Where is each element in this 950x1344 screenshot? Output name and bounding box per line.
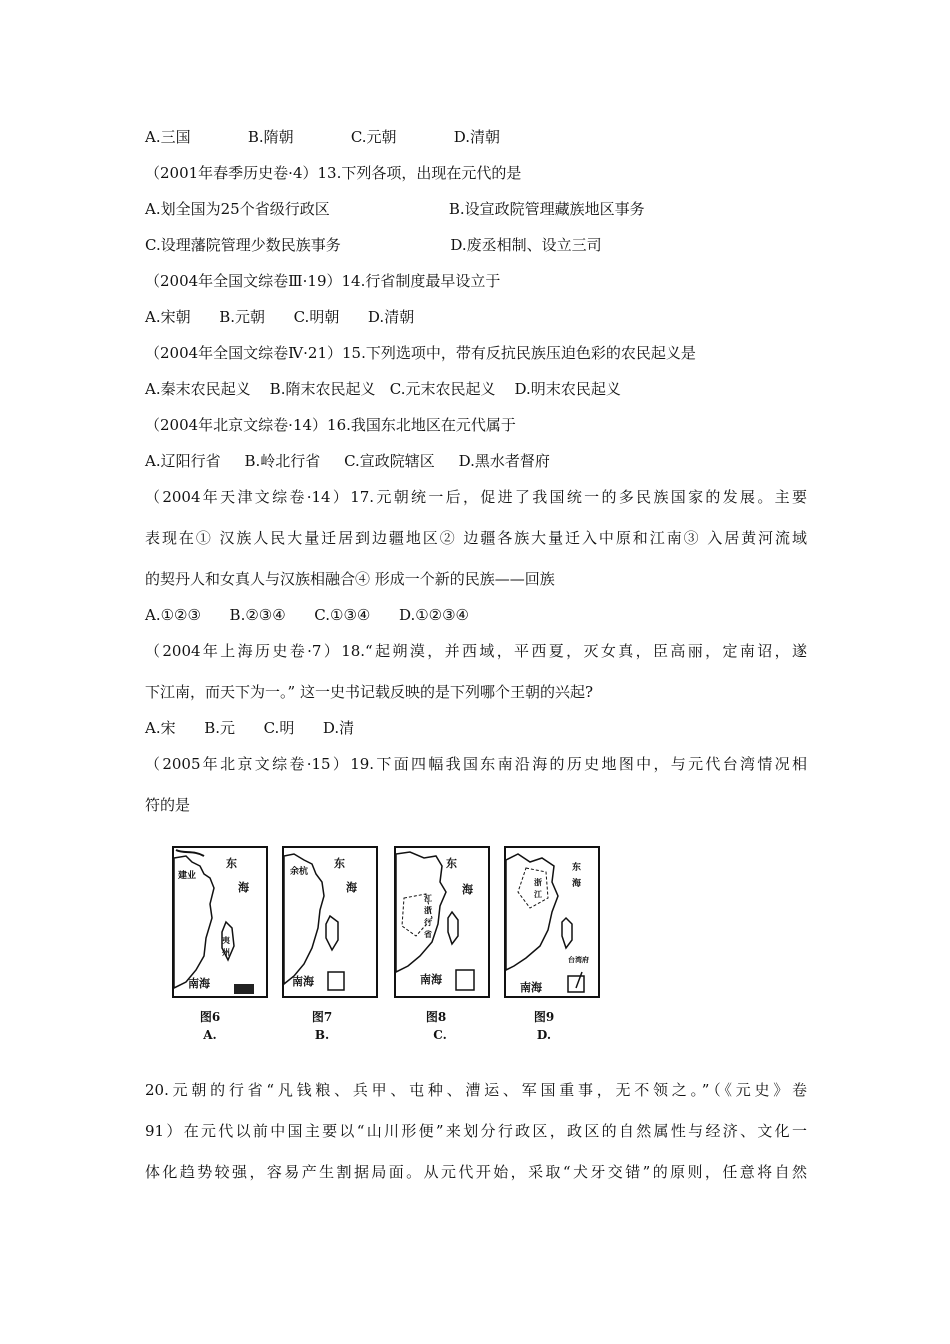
coastline-map-icon <box>396 848 488 996</box>
sea-label-east: 海 <box>238 881 249 894</box>
sea-label-east: 东 <box>446 857 457 870</box>
q16-stem: （2004年北京文综卷·14）16.我国东北地区在元代属于 <box>145 416 516 434</box>
q18-options: A.宋 B.元 C.明 D.清 <box>145 719 355 737</box>
q17-stem-line3: 的契丹人和女真人与汉族相融合④ 形成一个新的民族——回族 <box>145 570 555 588</box>
map-figure-8 <box>394 846 490 998</box>
figure-caption: 图9 <box>533 1010 555 1024</box>
option-label: C. <box>433 1028 447 1042</box>
sea-label-east: 海 <box>346 881 357 894</box>
q15-options: A.秦末农民起义 B.隋末农民起义 C.元末农民起义 D.明末农民起义 <box>145 380 621 398</box>
map-figure-9 <box>504 846 600 998</box>
island-label: 夷州 <box>222 935 230 957</box>
sea-label-south: 南海 <box>188 977 210 990</box>
q18-stem-line2: 下江南，而天下为一。” 这一史书记载反映的是下列哪个王朝的兴起? <box>145 683 593 701</box>
q17-options: A.①②③ B.②③④ C.①③④ D.①②③④ <box>145 606 470 624</box>
sea-label-east: 海 <box>572 879 582 889</box>
figure-caption: 图8 <box>425 1010 447 1024</box>
sea-label-east: 东 <box>334 857 345 870</box>
q12-options: A.三国 B.隋朝 C.元朝 D.清朝 <box>145 128 501 146</box>
q17-stem-line2: 表现在① 汉族人民大量迁居到边疆地区② 边疆各族大量迁入中原和江南③ 入居黄河流域 <box>145 529 807 547</box>
q17-stem-line1: （2004年天津文综卷·14）17.元朝统一后，促进了我国统一的多民族国家的发展。主要 <box>145 488 807 506</box>
figure-caption: 图6 <box>199 1010 221 1024</box>
q20-stem-line2: 91）在元代以前中国主要以“山川形便”来划分行政区，政区的自然属性与经济、文化一 <box>145 1122 807 1140</box>
city-label: 余杭 <box>290 867 309 877</box>
sea-label-south: 南海 <box>520 981 542 994</box>
q16-options: A.辽阳行省 B.岭北行省 C.宣政院辖区 D.黑水者督府 <box>145 452 550 470</box>
figure-caption: 图7 <box>311 1010 333 1024</box>
q14-options: A.宋朝 B.元朝 C.明朝 D.清朝 <box>145 308 415 326</box>
q13-options-cd: C.设理藩院管理少数民族事务 D.废丞相制、设立三司 <box>145 236 602 254</box>
q19-stem-line2: 符的是 <box>145 796 191 814</box>
sea-label-east: 东 <box>226 857 237 870</box>
island-label: 台湾府 <box>568 955 589 964</box>
map-figure-7 <box>282 846 378 998</box>
q20-stem-line1: 20.元朝的行省“凡钱粮、兵甲、屯种、漕运、军国重事，无不领之。”（《元史》卷 <box>145 1081 807 1099</box>
map-figure-6 <box>172 846 268 998</box>
province-label: 浙江 <box>534 877 542 899</box>
q19-map-figures <box>172 846 612 1046</box>
q18-stem-line1: （2004年上海历史卷·7）18.“起朔漠，并西域，平西夏，灭女真，臣高丽，定南诏，遂 <box>145 642 807 660</box>
option-label: B. <box>314 1028 330 1042</box>
q14-stem: （2004年全国文综卷Ⅲ·19）14.行省制度最早设立于 <box>145 272 501 290</box>
sea-label-south: 南海 <box>420 973 442 986</box>
sea-label-east: 海 <box>462 883 473 896</box>
q13-stem: （2001年春季历史卷·4）13.下列各项，出现在元代的是 <box>145 164 522 182</box>
sea-label-south: 南海 <box>292 975 314 988</box>
option-label: A. <box>203 1028 217 1042</box>
option-label: D. <box>536 1028 552 1042</box>
coastline-map-icon <box>506 848 598 996</box>
city-label: 建业 <box>178 871 197 881</box>
province-label: 江浙行省 <box>424 893 432 939</box>
q15-stem: （2004年全国文综卷Ⅳ·21）15.下列选项中，带有反抗民族压迫色彩的农民起义是 <box>145 344 696 362</box>
q20-stem-line3: 体化趋势较强，容易产生割据局面。从元代开始，采取“犬牙交错”的原则，任意将自然 <box>145 1163 807 1181</box>
q13-options-ab: A.划全国为25个省级行政区 B.设宣政院管理藏族地区事务 <box>145 200 645 218</box>
q19-stem-line1: （2005年北京文综卷·15）19.下面四幅我国东南沿海的历史地图中，与元代台湾情况相 <box>145 755 807 773</box>
sea-label-east: 东 <box>572 863 582 873</box>
